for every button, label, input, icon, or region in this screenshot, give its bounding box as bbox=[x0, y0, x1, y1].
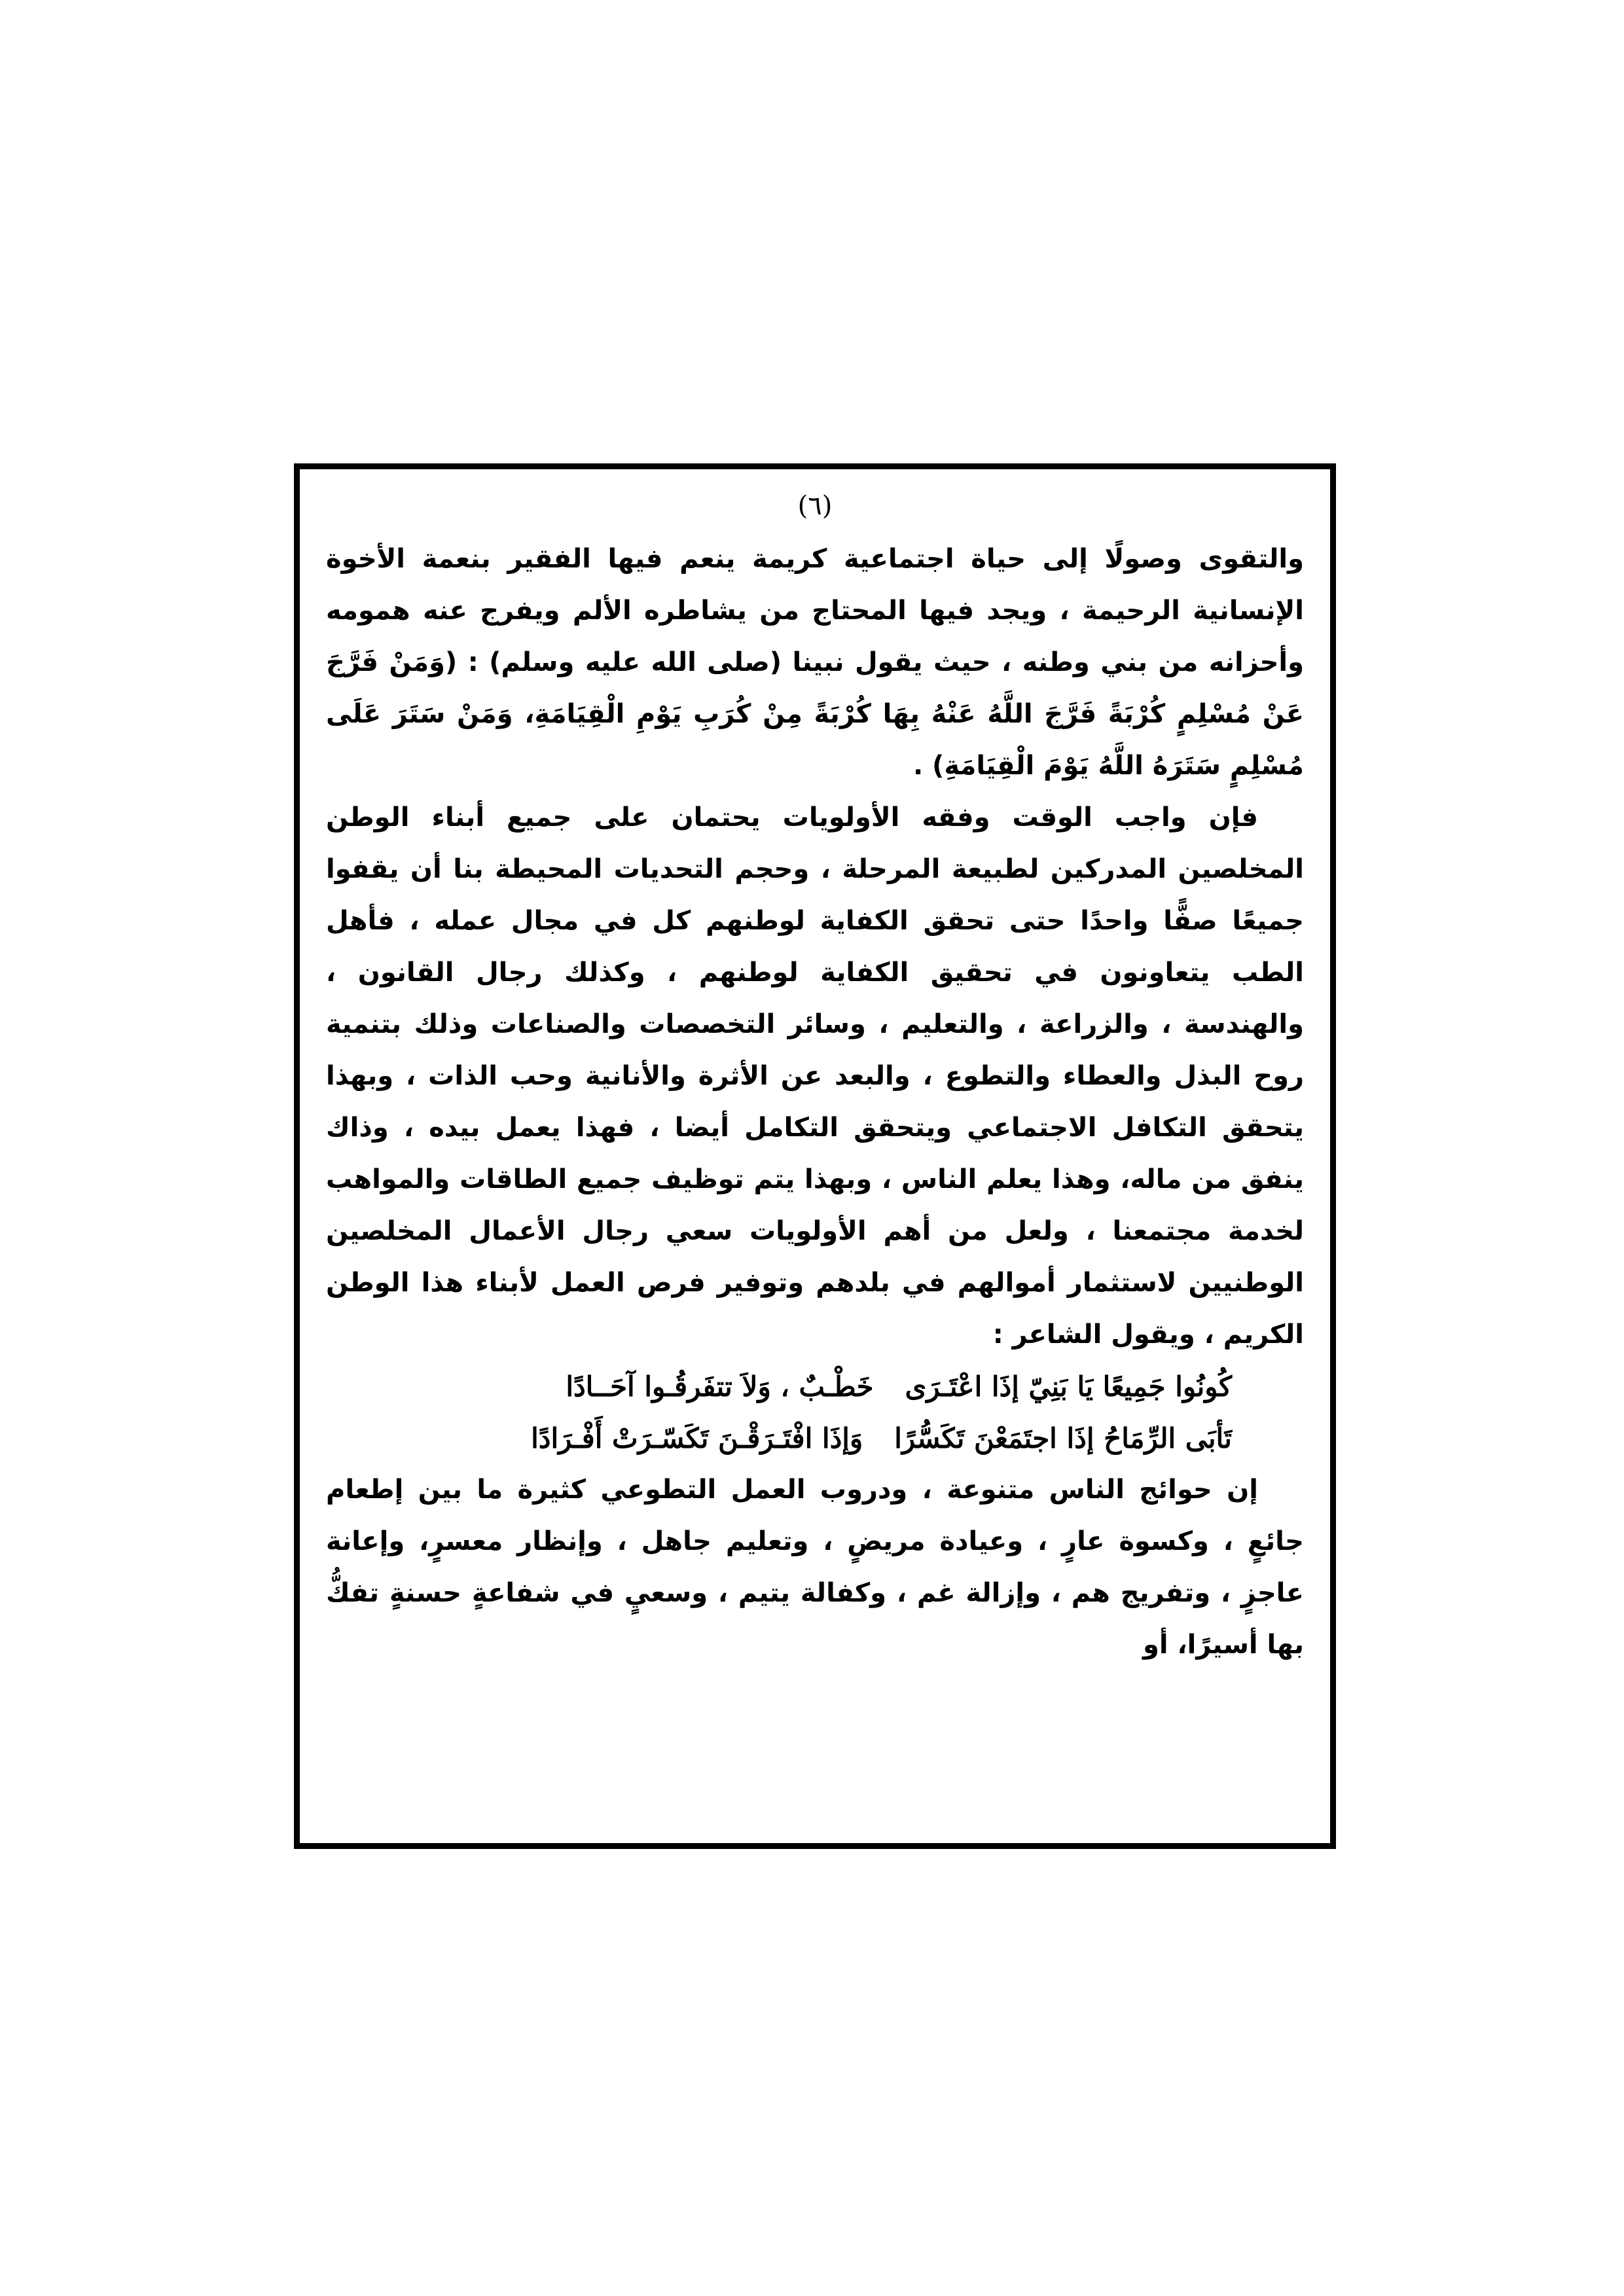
page-frame bbox=[294, 463, 1336, 1849]
poem-verse-1-first-hemistich: كُونُوا جَمِيعًا يَا بَنِيّ إذَا اعْتَـرَى bbox=[905, 1371, 1232, 1403]
page-number: (٦) bbox=[797, 491, 833, 521]
poem-verse-1-second-hemistich: خَطْـبٌ ، وَلاَ تتفَرقُـوا آحَــادًا bbox=[566, 1371, 874, 1403]
poem-verse-1 bbox=[326, 1361, 1304, 1412]
poem-verse-2-first-hemistich: تَأبَى الرِّمَاحُ إذَا اجتَمَعْنَ تَكَسُّرًا bbox=[894, 1422, 1232, 1454]
poem-verse-2 bbox=[326, 1412, 1304, 1464]
poem-verse-2-second-hemistich: وَإذَا افْتَـرَقْـنَ تَكَسّـرَتْ أَفْـرَادًا bbox=[531, 1422, 863, 1454]
page-body bbox=[326, 533, 1304, 1671]
paragraph-1: والتقوى وصولًا إلى حياة اجتماعية كريمة ينعم فيها الفقير بنعمة الأخوة الإنسانية الرحيمة ، ويجد فيها المحتاج من يشاطره الألم ويفرج عنه همومه وأحزانه من بني وطنه ، حيث يقول نبينا (صلى الله عليه وسلم) : (وَمَنْ فَرَّجَ عَنْ مُسْلِمٍ كُرْبَةً فَرَّجَ اللَّهُ عَنْهُ بِهَا كُرْبَةً مِنْ كُرَبِ يَوْمِ الْقِيَامَةِ، وَمَنْ سَتَرَ عَلَى مُسْلِمٍ سَتَرَهُ اللَّهُ يَوْمَ الْقِيَامَةِ) . bbox=[326, 544, 1304, 781]
paragraph-3: إن حوائج الناس متنوعة ، ودروب العمل التطوعي كثيرة ما بين إطعام جائعٍ ، وكسوة عارٍ ، وعيادة مريضٍ ، وتعليم جاهل ، وإنظار معسرٍ، وإعانة عاجزٍ ، وتفريج هم ، وإزالة غم ، وكفالة يتيم ، وسعيٍ في شفاعةٍ حسنةٍ تفكُّ بها أسيرًا، أو bbox=[326, 1475, 1304, 1660]
paragraph-2: فإن واجب الوقت وفقه الأولويات يحتمان على جميع أبناء الوطن المخلصين المدركين لطبيعة المرحلة ، وحجم التحديات المحيطة بنا أن يقفوا جميعًا صفًّا واحدًا حتى تحقق الكفاية لوطنهم كل في مجال عمله ، فأهل الطب يتعاونون في تحقيق الكفاية لوطنهم ، وكذلك رجال القانون ، والهندسة ، والزراعة ، والتعليم ، وسائر التخصصات والصناعات وذلك بتنمية روح البذل والعطاء والتطوع ، والبعد عن الأثرة والأنانية وحب الذات ، وبهذا يتحقق التكافل الاجتماعي ويتحقق التكامل أيضا ، فهذا يعمل بيده ، وذاك ينفق من ماله، وهذا يعلم الناس ، وبهذا يتم توظيف جميع الطاقات والمواهب لخدمة مجتمعنا ، ولعل من أهم الأولويات سعي رجال الأعمال المخلصين الوطنيين لاستثمار أموالهم في بلدهم وتوفير فرص العمل لأبناء هذا الوطن الكريم ، ويقول الشاعر : bbox=[326, 802, 1304, 1350]
